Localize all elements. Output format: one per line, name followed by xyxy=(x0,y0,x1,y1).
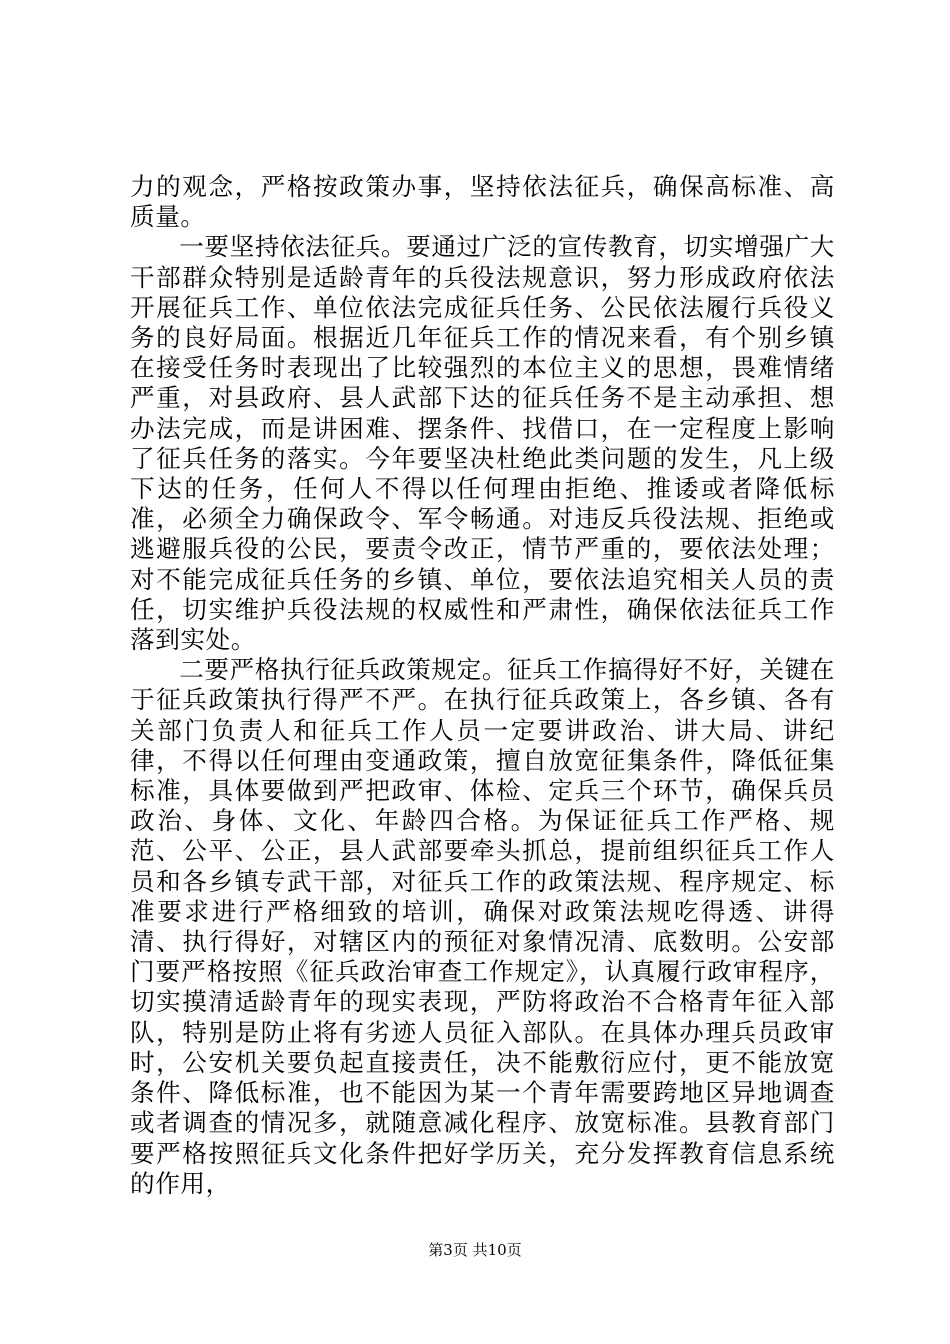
paragraph-policy-enforcement: 二要严格执行征兵政策规定。征兵工作搞得好不好，关键在于征兵政策执行得严不严。在执行征兵政策上，各乡镇、各有关部门负责人和征兵工作人员一定要讲政治、讲大局、讲纪律，不得以任何理由变通政策，擅自放宽征集条件，降低征集标准，具体要做到严把政审、体检、定兵三个环节，确保兵员政治、身体、文化、年龄四合格。为保证征兵工作严格、规范、公平、公正，县人武部要牵头抓总，提前组织征兵工作人员和各乡镇专武干部，对征兵工作的政策法规、程序规定、标准要求进行严格细致的培训，确保对政策法规吃得透、讲得清、执行得好，对辖区内的预征对象情况清、底数明。公安部门要严格按照《征兵政治审查工作规定》，认真履行政审程序，切实摸清适龄青年的现实表现，严防将政治不合格青年征入部队，特别是防止将有劣迹人员征入部队。在具体办理兵员政审时，公安机关要负起直接责任，决不能敷衍应付，更不能放宽条件、降低标准，也不能因为某一个青年需要跨地区异地调查或者调查的情况多，就随意减化程序、放宽标准。县教育部门要严格按照征兵文化条件把好学历关，充分发挥教育信息系统的作用， xyxy=(130,655,835,1198)
document-body xyxy=(130,172,835,1199)
paragraph-lawful-conscription: 一要坚持依法征兵。要通过广泛的宣传教育，切实增强广大干部群众特别是适龄青年的兵役法规意识，努力形成政府依法开展征兵工作、单位依法完成征兵任务、公民依法履行兵役义务的良好局面。根据近几年征兵工作的情况来看，有个别乡镇在接受任务时表现出了比较强烈的本位主义的思想，畏难情绪严重，对县政府、县人武部下达的征兵任务不是主动承担、想办法完成，而是讲困难、摆条件、找借口，在一定程度上影响了征兵任务的落实。今年要坚决杜绝此类问题的发生，凡上级下达的任务，任何人不得以任何理由拒绝、推诿或者降低标准，必须全力确保政令、军令畅通。对违反兵役法规、拒绝或逃避服兵役的公民，要责令改正，情节严重的，要依法处理；对不能完成征兵任务的乡镇、单位，要依法追究相关人员的责任，切实维护兵役法规的权威性和严肃性，确保依法征兵工作落到实处。 xyxy=(130,232,835,655)
paragraph-continuation: 力的观念，严格按政策办事，坚持依法征兵，确保高标准、高质量。 xyxy=(130,172,835,232)
page-number-footer: 第3页 共10页 xyxy=(428,1241,522,1259)
